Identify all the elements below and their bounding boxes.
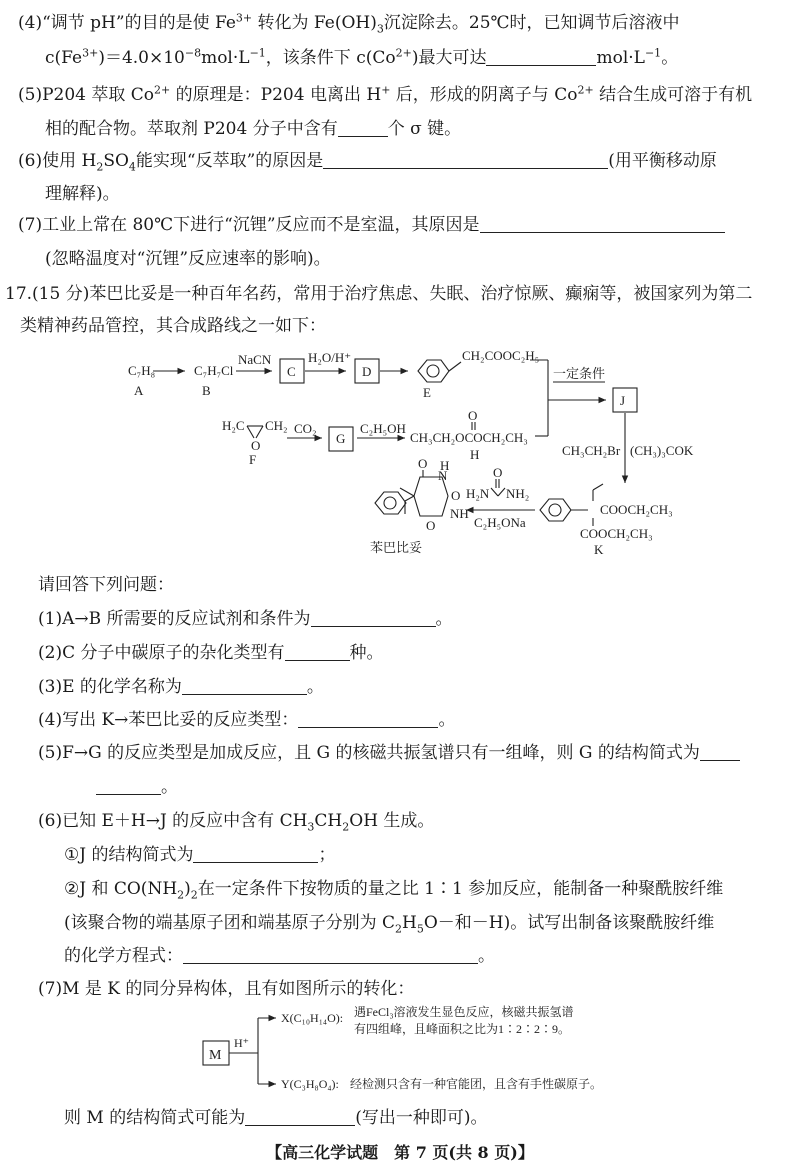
label-M: M <box>209 1048 222 1063</box>
label-G: G <box>336 431 346 446</box>
question-7-diagram <box>0 1000 800 1100</box>
q6-line2: 理解释)。 <box>45 184 120 204</box>
compound-K-ester2: COOCH₂CH₃ <box>580 526 653 541</box>
pheno-n: N <box>438 468 448 483</box>
compound-X-desc1: 遇FeCl₃溶液发生显色反应，核磁共振氢谱 <box>354 1005 574 1019</box>
answer-blank[interactable] <box>183 945 478 964</box>
pheno-o3: O <box>426 518 436 533</box>
label-F: F <box>249 452 257 467</box>
question-7: (7)M 是 K 的同分异构体，且有如图所示的转化： <box>38 979 415 999</box>
pheno-o1: O <box>418 456 428 471</box>
q7-line1: (7)工业上常在 80℃下进行“沉锂”反应而不是室温，其原因是 <box>18 214 725 236</box>
answer-blank[interactable] <box>311 608 436 627</box>
answer-blank[interactable] <box>285 642 350 661</box>
answer-blank[interactable] <box>700 742 740 761</box>
question-5-cont: 。 <box>96 776 178 798</box>
reagent-condition: 一定条件 <box>553 366 606 381</box>
label-K: K <box>594 542 604 557</box>
compound-Y: Y(C₃H₈O₄): <box>281 1077 339 1091</box>
question-6-1: ①J 的结构简式为 ； <box>64 845 336 865</box>
page-footer: 【高三化学试题 第 7 页(共 8 页)】 <box>266 1143 534 1162</box>
question-6-4: 的化学方程式： 。 <box>64 946 495 966</box>
answer-blank[interactable] <box>323 150 608 169</box>
reagent-h2o-h: H₂O/H⁺ <box>308 350 352 365</box>
answer-blank[interactable] <box>480 214 725 233</box>
label-J: J <box>620 393 626 408</box>
q5-line1: (5)P204 萃取 $Co^{2+}$ 的原理是：P204 电离出 H+ 后，形成的阴离子与 $Co^{2+}$ 结合生成可溶于有机 <box>18 83 753 105</box>
epoxide-h2c: H₂C <box>222 418 245 433</box>
reagent-naoet: C₂H₅ONa <box>474 515 526 530</box>
reagent-h-plus: H⁺ <box>234 1036 249 1050</box>
reagent-co2: CO₂ <box>294 421 317 436</box>
questions-intro: 请回答下列问题： <box>38 575 174 595</box>
question-7-answer: 则 M 的结构简式可能为 (写出一种即可)。 <box>64 1108 488 1128</box>
urea-nh2: NH₂ <box>506 486 530 501</box>
label-A: A <box>134 383 144 398</box>
question-6-3: (该聚合物的端基原子团和端基原子分别为 $C_2H_5O-$和－H)。试写出制备该聚酰胺纤维 <box>64 913 715 936</box>
epoxide-ch2: CH₂ <box>265 418 288 433</box>
question-4: (4)写出 K→苯巴比妥的反应类型： 。 <box>38 710 456 730</box>
compound-X-desc2: 有四组峰，且峰面积之比为1∶2∶2∶9。 <box>354 1022 571 1036</box>
urea-h2n: H₂N <box>466 486 490 501</box>
compound-Y-desc: 经检测只含有一种官能团，且含有手性碳原子。 <box>350 1077 603 1091</box>
compound-K-ester1: COOCH₂CH₃ <box>600 502 673 517</box>
pheno-h: H <box>440 458 450 473</box>
answer-blank[interactable] <box>96 776 161 795</box>
label-D: D <box>362 364 372 379</box>
compound-A-formula: C₇H₈ <box>128 363 156 378</box>
answer-blank[interactable] <box>245 1107 355 1126</box>
question-2: (2)C 分子中碳原子的杂化类型有 种。 <box>38 643 384 663</box>
pheno-o2: O <box>451 488 461 503</box>
label-E: E <box>423 385 431 400</box>
question-1: (1)A→B 所需要的反应试剂和条件为 。 <box>38 609 453 629</box>
reagent-tbuok: (CH₃)₃COK <box>630 443 694 458</box>
q7-line2: (忽略温度对“沉锂”反应速率的影响)。 <box>45 249 331 269</box>
q17-line1: 17.(15 分)苯巴比妥是一种百年名药，常用于治疗焦虑、失眠、治疗惊厥、癫痫等，被国家列为第二 <box>5 284 753 304</box>
phenobarbital-label: 苯巴比妥 <box>370 540 423 555</box>
compound-B-formula: C₇H₇Cl <box>194 363 234 378</box>
q6-line1: (6)使用 $H_2SO_4$能实现“反萃取”的原因是 (用平衡移动原 <box>18 151 717 174</box>
question-5: (5)F→G 的反应类型是加成反应，且 G 的核磁共振氢谱只有一组峰，则 G 的结构简式为 <box>38 742 740 764</box>
answer-blank[interactable] <box>182 676 307 695</box>
reagent-ethyl-bromide: CH₃CH₂Br <box>562 443 621 458</box>
question-6: (6)已知 E＋H→J 的反应中含有 $CH_3CH_2OH$ 生成。 <box>38 811 435 834</box>
pheno-nh: NH <box>450 506 469 521</box>
answer-blank[interactable] <box>298 709 438 728</box>
compound-X: X(C₁₀H₁₄O): <box>281 1011 344 1025</box>
label-B: B <box>202 383 211 398</box>
synthesis-scheme <box>0 338 800 580</box>
label-C: C <box>287 364 296 379</box>
answer-blank[interactable] <box>338 118 388 137</box>
compound-H-formula: CH₃CH₂OCOCH₂CH₃ <box>410 430 528 445</box>
compound-E-substituent: CH₂COOC₂H₅ <box>462 348 540 363</box>
label-H: H <box>470 447 480 462</box>
question-6-2: ②J 和 $CO(NH_2)_2$在一定条件下按物质的量之比 1∶1 参加反应，能制备一种聚酰胺纤维 <box>64 879 724 902</box>
urea-o: O <box>493 465 503 480</box>
reagent-ethanol: C₂H₅OH <box>360 421 406 436</box>
answer-blank[interactable] <box>193 844 318 863</box>
carbonyl-o: O <box>468 408 478 423</box>
q4-line2: $c(Fe^{3+})=4.0\times 10^{-8}mol\cdot L^{-1}$，该条件下 $c(Co^{2+})$最大可达 $mol\cdot L^{-1}$。 <box>45 46 679 68</box>
q5-line2: 相的配合物。萃取剂 P204 分子中含有 个 σ 键。 <box>45 119 462 139</box>
q4-line1: (4)“调节 pH”的目的是使 $Fe^{3+}$ 转化为 $Fe(OH)_3$沉淀除去。25℃时，已知调节后溶液中 <box>18 11 680 36</box>
question-3: (3)E 的化学名称为 。 <box>38 677 324 697</box>
epoxide-o: O <box>251 438 261 453</box>
q17-line2: 类精神药品管控，其合成路线之一如下： <box>20 316 326 336</box>
answer-blank[interactable] <box>486 47 596 66</box>
reagent-nacn: NaCN <box>238 352 272 367</box>
